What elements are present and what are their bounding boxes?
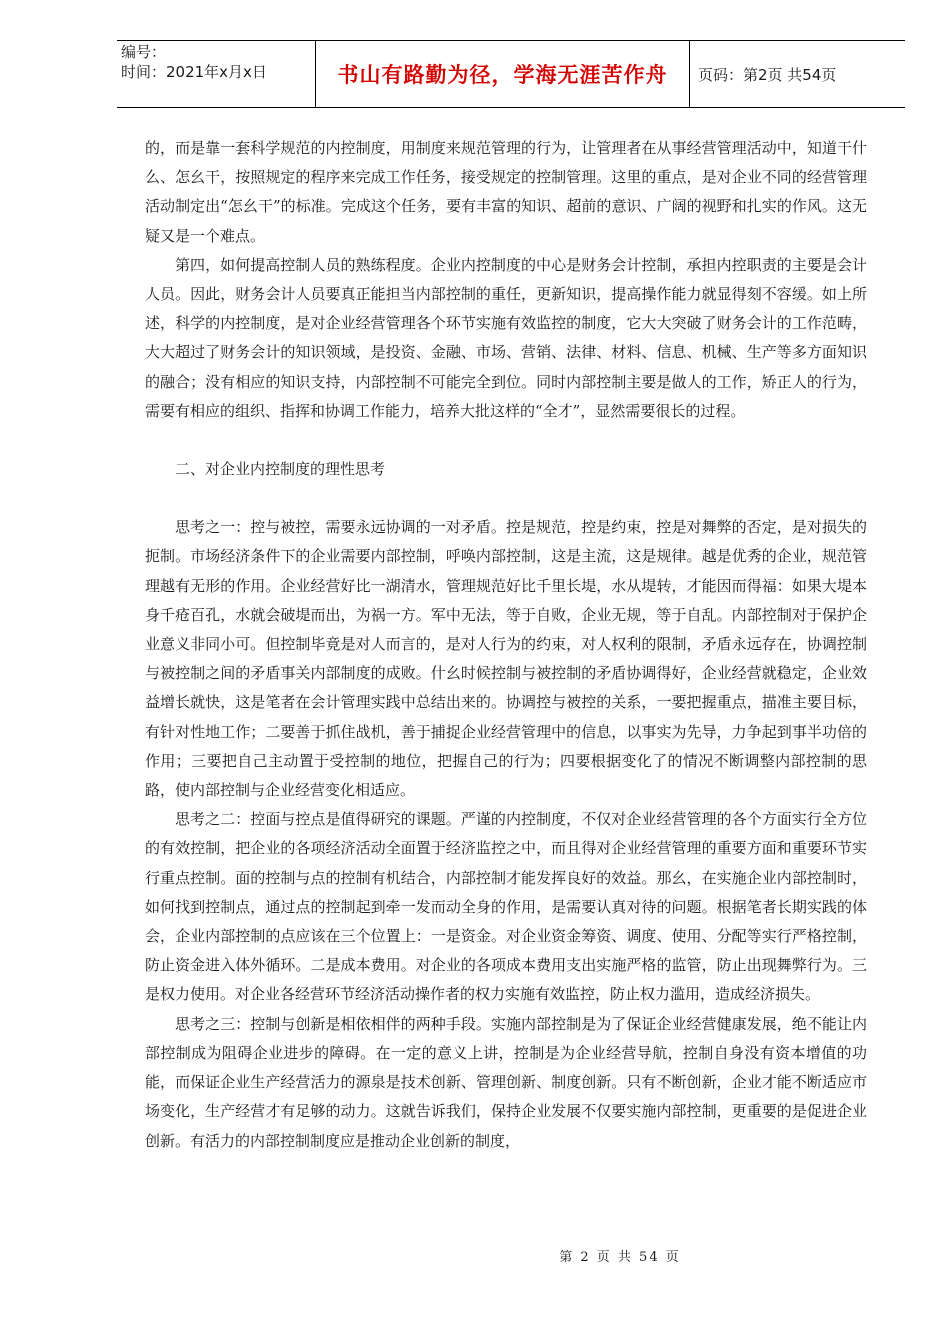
document-number-label: 编号：	[121, 43, 167, 61]
paragraph-point-four: 第四，如何提高控制人员的熟练程度。企业内控制度的中心是财务会计控制，承担内控职责的主要是会计人员。因此，财务会计人员要真正能担当内部控制的重任，更新知识，提高操作能力就显得刻不容缓。如上所述，科学的内控制度，是对企业经营管理各个环节实施有效监控的制度，它大大突破了财务会计的工作范畴，大大超过了财务会计的知识领域，是投资、金融、市场、营销、法律、材料、信息、机械、生产等多方面知识的融合；没有相应的知识支持，内部控制不可能完全到位。同时内部控制主要是做人的工作，矫正人的行为，需要有相应的组织、指挥和协调工作能力，培养大批这样的“全才”，显然需要很长的过程。	[145, 255, 867, 420]
page-header	[117, 40, 905, 108]
paragraph-thought-one: 思考之一：控与被控，需要永远协调的一对矛盾。控是规范，控是约束，控是对舞弊的否定，是对损失的扼制。市场经济条件下的企业需要内部控制，呼唤内部控制，这是主流，这是规律。越是优秀的企业，规范管理越有无形的作用。企业经营好比一湖清水，管理规范好比千里长堤，水从堤转，才能因而得福：如果大堤本身千疮百孔，水就会破堤而出，为祸一方。军中无法，等于自败，企业无规，等于自乱。内部控制对于保护企业意义非同小可。但控制毕竟是对人而言的，是对人行为的约束，对人权利的限制，矛盾永远存在，协调控制与被控制之间的矛盾事关内部制度的成败。什幺时候控制与被控制的矛盾协调得好，企业经营就稳定，企业效益增长就快，这是笔者在会计管理实践中总结出来的。协调控与被控的关系，一要把握重点，描准主要目标，有针对性地工作；二要善于抓住战机，善于捕捉企业经营管理中的信息，以事实为先导，力争起到事半功倍的作用；三要把自己主动置于受控制的地位，把握自己的行为；四要根据变化了的情况不断调整内部控制的思路，使内部控制与企业经营变化相适应。	[145, 518, 867, 800]
paragraph-continuation: 的，而是靠一套科学规范的内控制度，用制度来规范管理的行为，让管理者在从事经营管理活动中，知道干什么、怎幺干，按照规定的程序来完成工作任务，接受规定的控制管理。这里的重点，是对企业不同的经营管理活动制定出“怎幺干”的标准。完成这个任务，要有丰富的知识、超前的意识、广阔的视野和扎实的作风。这无疑又是一个难点。	[145, 139, 867, 245]
paragraph-thought-three: 思考之三：控制与创新是相依相伴的两种手段。实施内部控制是为了保证企业经营健康发展，绝不能让内部控制成为阻碍企业进步的障碍。在一定的意义上讲，控制是为企业经营导航，控制自身没有资本增值的功能，而保证企业生产经营活力的源泉是技术创新、管理创新、制度创新。只有不断创新，企业才能不断适应市场变化，生产经营才有足够的动力。这就告诉我们，保持企业发展不仅要实施内部控制，更重要的是促进企业创新。有活力的内部控制制度应是推动企业创新的制度，	[145, 1014, 867, 1150]
document-time-label: 时间：2021年x月x日	[121, 63, 267, 81]
header-meta	[117, 41, 316, 107]
header-page-number: 页码：第2页 共54页	[698, 65, 837, 84]
paragraph-thought-two: 思考之二：控面与控点是值得研究的课题。严谨的内控制度，不仅对企业经营管理的各个方面实行全方位的有效控制，把企业的各项经济活动全面置于经济监控之中，而且得对企业经营管理的重要方面和重要环节实行重点控制。面的控制与点的控制有机结合，内部控制才能发挥良好的效益。那幺，在实施企业内部控制时，如何找到控制点，通过点的控制起到牵一发而动全身的作用，是需要认真对待的问题。根据笔者长期实践的体会，企业内部控制的点应该在三个位置上：一是资金。对企业资金筹资、调度、使用、分配等实行严格控制，防止资金进入体外循环。二是成本费用。对企业的各项成本费用支出实施严格的监管，防止出现舞弊行为。三是权力使用。对企业各经营环节经济活动操作者的权力实施有效监控，防止权力滥用，造成经济损失。	[145, 810, 867, 1004]
page-footer: 第 2 页 共 54 页	[559, 1250, 681, 1265]
document-body	[145, 134, 867, 1156]
section-heading: 二、对企业内控制度的理性思考	[175, 460, 386, 479]
header-motto: 书山有路勤为径，学海无涯苦作舟	[316, 41, 690, 107]
